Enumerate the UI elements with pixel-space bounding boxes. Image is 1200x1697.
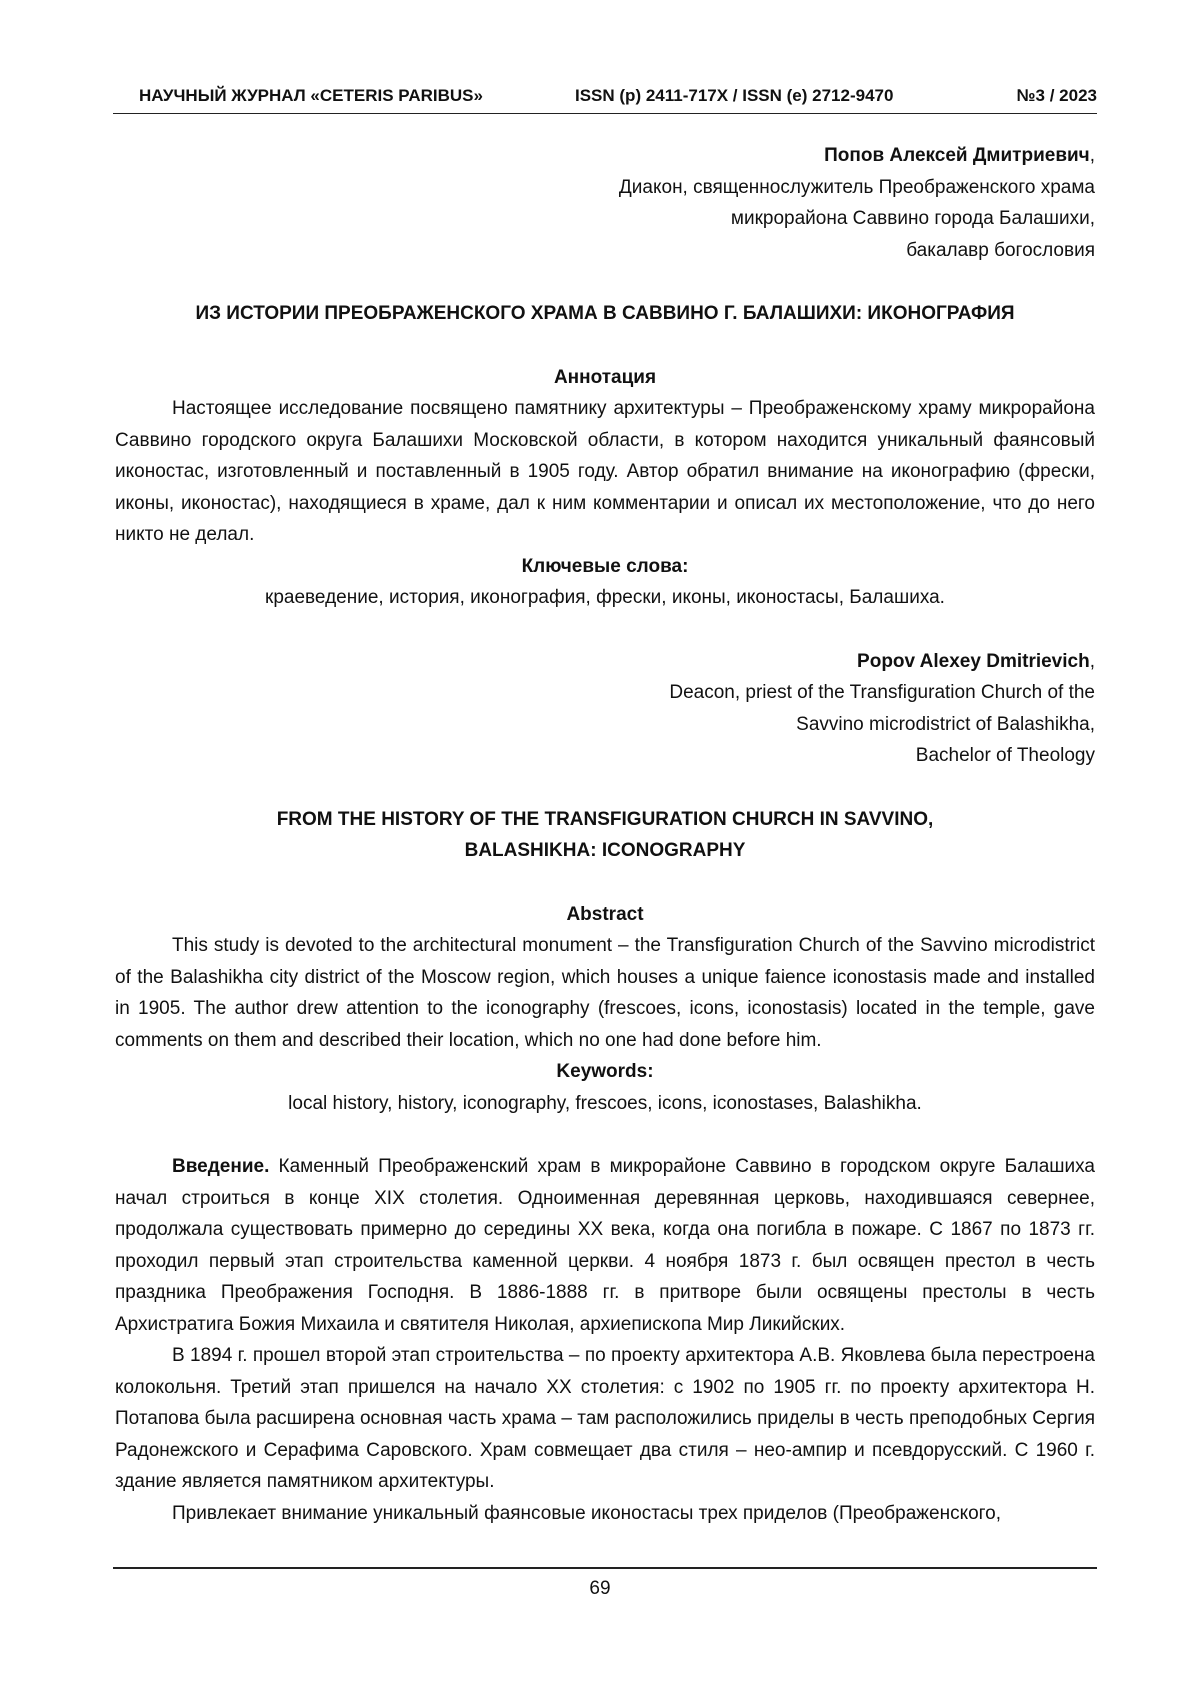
author-block-en [115, 646, 1095, 772]
article-title-en-line-2: BALASHIKHA: ICONOGRAPHY [464, 840, 746, 861]
article-title-en-line-1: FROM THE HISTORY OF THE TRANSFIGURATION CHURCH IN SAVVINO, [276, 808, 934, 830]
intro-label: Введение. [172, 1156, 270, 1177]
affiliation-line: Deacon, priest of the Transfiguration Church of the [669, 682, 1095, 703]
affiliation-line: бакалавр богословия [906, 239, 1095, 261]
footer-rule [113, 1567, 1097, 1569]
author-comma-en: , [1089, 650, 1095, 672]
affiliation-line: Savvino microdistrict of Balashikha, [796, 713, 1095, 735]
intro-paragraph [115, 1151, 1095, 1340]
affiliation-line: микрорайона Саввино города Балашихи, [730, 208, 1095, 229]
header-rule [113, 113, 1097, 114]
running-header [113, 86, 1097, 114]
page-number: 69 [589, 1578, 611, 1599]
issn: ISSN (p) 2411-717X / ISSN (e) 2712-9470 [575, 86, 894, 105]
author-name-en: Popov Alexey Dmitrievich [857, 650, 1090, 672]
article-content [115, 140, 1095, 1529]
body-paragraph: В 1894 г. прошел второй этап строительства – по проекту архитектора А.В. Яковлева была перестроена колокольня. Третий этап пришелся на начало XX столетия: с 1902 по 1905 гг. по проекту архитектора Н. Потапова была расширена основная часть храма – там расположились приделы в честь преподобных Сергия Радонежского и Серафима Саровского. Храм совмещает два стиля – нео-ампир и псевдорусский. С 1960 г. здание является памятником архитектуры. [115, 1345, 1095, 1492]
article-title-ru: ИЗ ИСТОРИИ ПРЕОБРАЖЕНСКОГО ХРАМА В САВВИНО Г. БАЛАШИХИ: ИКОНОГРАФИЯ [195, 303, 1015, 324]
journal-name: НАУЧНЫЙ ЖУРНАЛ «CETERIS PARIBUS» [139, 86, 483, 105]
author-name-ru: Попов Алексей Дмитриевич [824, 145, 1090, 166]
abstract-text-ru: Настоящее исследование посвящено памятнику архитектуры – Преображенскому храму микрорайона Саввино городского округа Балашихи Московской области, в котором находится уникальный фаянсовый иконостас, изготовленный и поставленный в 1905 году. Автор обратил внимание на иконографию (фрески, иконы, иконостас), находящиеся в храме, дал к ним комментарии и описал их местоположение, что до него никто не делал. [115, 398, 1095, 545]
affiliation-line: Диакон, священнослужитель Преображенского храма [618, 176, 1095, 198]
keywords-heading-ru: Ключевые слова: [521, 555, 689, 577]
issue-number: №3 / 2023 [1016, 86, 1097, 105]
keywords-ru: краеведение, история, иконография, фрески, иконы, иконостасы, Балашиха. [265, 587, 945, 608]
author-comma-ru: , [1089, 145, 1095, 166]
intro-text: Каменный Преображенский храм в микрорайоне Саввино в городском округе Балашиха начал строиться в конце XIX столетия. Одноименная деревянная церковь, находившаяся севернее, продолжала существовать примерно до середины XX века, когда она погибла в пожаре. С 1867 по 1873 гг. проходил первый этап строительства каменной церкви. 4 ноября 1873 г. был освящен престол в честь праздника Преображения Господня. В 1886-1888 гг. в притворе были освящены престолы в честь Архистратига Божия Михаила и святителя Николая, архиепископа Мир Ликийских. [115, 1156, 1095, 1335]
author-block-ru [115, 140, 1095, 266]
keywords-heading-en: Keywords: [556, 1061, 654, 1082]
affiliation-line: Bachelor of Theology [915, 745, 1095, 766]
keywords-en: local history, history, iconography, frescoes, icons, iconostases, Balashikha. [288, 1092, 922, 1114]
abstract-heading-en: Abstract [566, 903, 644, 925]
body-paragraph: Привлекает внимание уникальный фаянсовые иконостасы трех приделов (Преображенского, [172, 1502, 1002, 1524]
abstract-text-en: This study is devoted to the architectural monument – the Transfiguration Church of the Savvino microdistrict of the Balashikha city district of the Moscow region, which houses a unique faience iconostasis made and installed in 1905. The author drew attention to the iconography (frescoes, icons, iconostasis) located in the temple, gave comments on them and described their location, which no one had done before him. [115, 935, 1095, 1051]
abstract-heading-ru: Аннотация [553, 366, 657, 388]
